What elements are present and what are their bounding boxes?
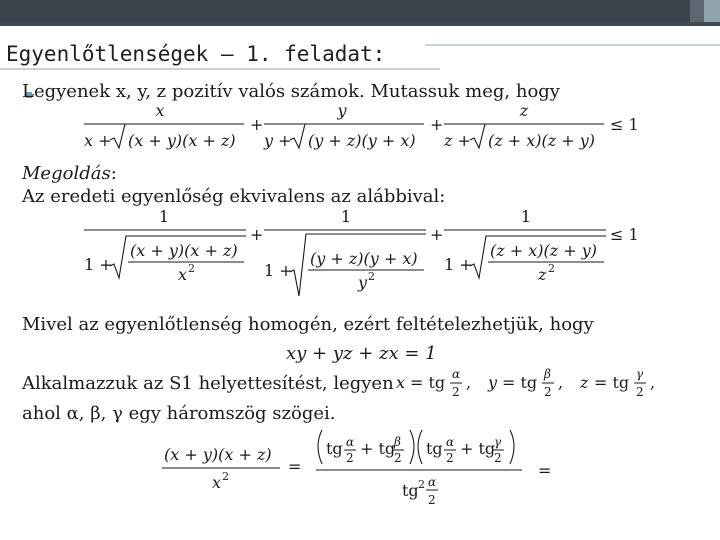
svg-text:2: 2	[188, 262, 195, 275]
svg-text:2: 2	[548, 262, 555, 275]
svg-text:= tg: = tg	[410, 373, 446, 392]
svg-text:β: β	[394, 435, 401, 449]
svg-text:z: z	[538, 265, 547, 284]
svg-text:,: ,	[466, 373, 472, 392]
svg-text:(z + x)(z + y): (z + x)(z + y)	[490, 241, 598, 260]
svg-text:1 +: 1 +	[84, 255, 113, 274]
solution-colon: :	[110, 163, 117, 184]
svg-text:tg: tg	[402, 481, 419, 500]
svg-text:2: 2	[544, 385, 552, 399]
svg-text:,: ,	[650, 373, 656, 392]
svg-text:y: y	[337, 101, 347, 120]
svg-text:α: α	[452, 367, 461, 381]
svg-text:x: x	[396, 373, 406, 392]
svg-text:(x + y)(x + z): (x + y)(x + z)	[128, 131, 236, 150]
svg-text:1: 1	[340, 207, 352, 226]
slide-title: Egyenlőtlenségek – 1. feladat:	[6, 42, 386, 66]
svg-text:y: y	[358, 273, 368, 292]
angles-text: ahol α, β, γ egy háromszög szögei.	[22, 403, 336, 424]
svg-text:= tg: = tg	[502, 373, 538, 392]
svg-text:1 +: 1 +	[264, 261, 293, 280]
svg-text:+: +	[430, 225, 444, 244]
inequality-equivalent	[80, 204, 650, 304]
svg-text:x: x	[178, 265, 188, 284]
inequality-original	[80, 100, 640, 158]
svg-text:= tg: = tg	[594, 373, 630, 392]
svg-text:+: +	[250, 115, 264, 134]
subst-text: Alkalmazzuk az S1 helyettesítést, legyen	[22, 373, 394, 394]
svg-text:(z + x)(z + y): (z + x)(z + y)	[488, 131, 596, 150]
svg-text:2: 2	[346, 451, 354, 465]
svg-text:2: 2	[494, 451, 502, 465]
svg-text:+: +	[430, 115, 444, 134]
svg-text:1: 1	[158, 207, 170, 226]
svg-text:x: x	[212, 473, 222, 492]
solution-heading	[22, 163, 117, 185]
svg-text:1: 1	[520, 207, 532, 226]
constraint-equation: xy + yz + zx = 1	[286, 343, 437, 364]
header-band	[0, 0, 720, 26]
svg-text:+: +	[250, 225, 264, 244]
svg-text:z: z	[519, 101, 529, 120]
svg-text:x +: x +	[84, 131, 112, 150]
svg-text:1 +: 1 +	[444, 255, 473, 274]
svg-text:2: 2	[394, 451, 402, 465]
svg-text:α: α	[428, 475, 437, 489]
svg-text:y: y	[488, 373, 498, 392]
svg-text:α: α	[346, 435, 355, 449]
svg-text:2: 2	[368, 270, 375, 283]
homog-text: Mivel az egyenlőtlenség homogén, ezért feltételezhetjük, hogy	[22, 314, 594, 335]
ineq2-rhs: ≤ 1	[610, 225, 639, 244]
svg-text:2: 2	[452, 385, 460, 399]
svg-text:2: 2	[222, 470, 229, 483]
svg-text:2: 2	[428, 493, 436, 507]
solution-label: Megoldás	[22, 163, 111, 184]
intro-text: Legyenek x, y, z pozitív valós számok. Mutassuk meg, hogy	[22, 81, 560, 102]
ineq1-rhs: ≤ 1	[610, 115, 639, 134]
svg-text:,: ,	[558, 373, 564, 392]
svg-text:β: β	[544, 367, 551, 381]
svg-text:+ tg: + tg	[360, 439, 396, 458]
svg-text:(x + y)(x + z): (x + y)(x + z)	[164, 445, 272, 464]
equivalent-text: Az eredeti egyenlőség ekvivalens az alábbival:	[22, 186, 446, 207]
svg-text:2: 2	[446, 451, 454, 465]
svg-text:α: α	[446, 435, 455, 449]
svg-text:(y + z)(y + x): (y + z)(y + x)	[310, 249, 418, 268]
svg-text:z: z	[580, 373, 589, 392]
svg-text:z +: z +	[444, 131, 471, 150]
svg-text:x: x	[155, 101, 165, 120]
svg-text:γ: γ	[494, 435, 502, 449]
svg-text:=: =	[288, 457, 302, 476]
svg-text:(x + y)(x + z): (x + y)(x + z)	[130, 241, 238, 260]
svg-text:=: =	[538, 461, 552, 480]
final-expression	[160, 424, 580, 514]
substitution-formulas	[390, 364, 690, 404]
svg-text:y +: y +	[264, 131, 292, 150]
title-divider-right	[425, 44, 720, 46]
svg-text:tg: tg	[326, 439, 343, 458]
svg-text:γ: γ	[636, 367, 644, 381]
svg-text:2: 2	[636, 385, 644, 399]
svg-text:(y + z)(y + x): (y + z)(y + x)	[308, 131, 416, 150]
svg-text:2: 2	[418, 478, 425, 491]
svg-text:+ tg: + tg	[460, 439, 496, 458]
title-divider	[0, 68, 440, 70]
svg-text:tg: tg	[426, 439, 443, 458]
